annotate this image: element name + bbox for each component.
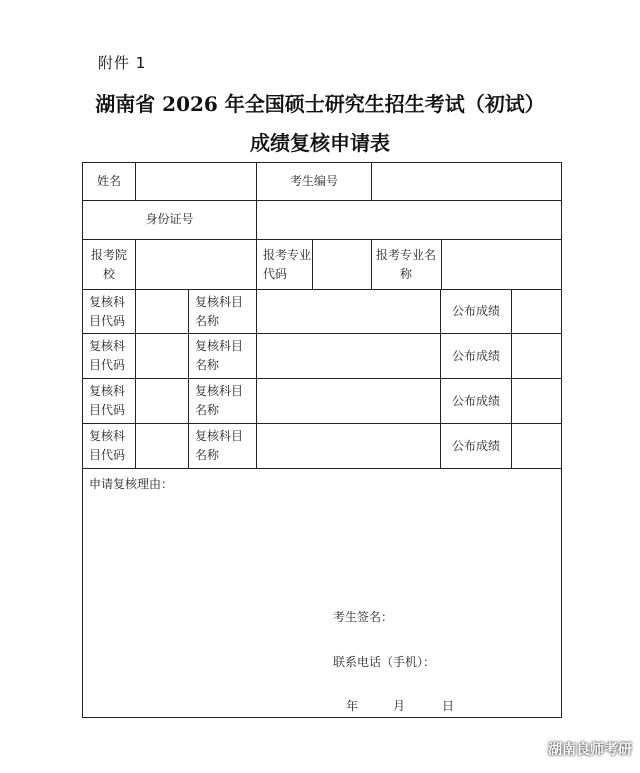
published-score-field[interactable] (512, 424, 561, 468)
subject-code-label: 复核科目代码 (89, 294, 126, 328)
signature-label: 考生签名： (333, 610, 394, 624)
subject-name-label: 复核科目名称 (195, 339, 244, 372)
major-name-field[interactable] (442, 240, 561, 289)
subject-name-label: 复核科目名称 (195, 294, 244, 328)
published-score-label: 公布成绩 (451, 304, 500, 318)
reason-field[interactable] (83, 493, 561, 603)
phone-label: 联系电话（手机）： (333, 655, 436, 669)
institution-field[interactable] (136, 240, 256, 289)
reason-label: 申请复核理由： (89, 477, 174, 491)
form-title: 湖南省 2026 年全国硕士研究生招生考试（初试） (95, 92, 545, 116)
published-score-label: 公布成绩 (451, 393, 500, 408)
date-month-label: 月 (393, 699, 406, 713)
subject-code-label: 复核科目代码 (89, 339, 126, 372)
published-score-label: 公布成绩 (451, 348, 500, 363)
name-field[interactable] (136, 163, 256, 200)
date-year-label: 年 (346, 699, 359, 713)
subject-code-field[interactable] (136, 290, 188, 333)
subject-code-label: 复核科目代码 (89, 384, 126, 417)
subject-code-field[interactable] (136, 424, 188, 468)
subject-name-field[interactable] (257, 424, 440, 468)
subject-name-field[interactable] (257, 379, 440, 423)
subject-code-field[interactable] (136, 379, 188, 423)
subject-code-label: 复核科目代码 (89, 429, 126, 462)
form-subtitle: 成绩复核申请表 (250, 131, 390, 155)
institution-label: 报考院校 (90, 247, 127, 281)
application-form (82, 162, 562, 718)
subject-name-label: 复核科目名称 (195, 429, 244, 462)
published-score-label: 公布成绩 (451, 438, 500, 453)
exam-no-field[interactable] (372, 163, 561, 200)
exam-no-label: 考生编号 (289, 174, 338, 188)
published-score-field[interactable] (512, 290, 561, 333)
published-score-field[interactable] (512, 379, 561, 423)
subject-name-field[interactable] (257, 334, 440, 378)
name-label: 姓名 (96, 174, 121, 188)
date-day-label: 日 (442, 699, 455, 713)
attachment-label: 附件 1 (98, 54, 147, 72)
watermark: 湖南良师考研 (548, 742, 632, 758)
subject-name-field[interactable] (257, 290, 440, 333)
subject-code-field[interactable] (136, 334, 188, 378)
published-score-field[interactable] (512, 334, 561, 378)
major-code-field[interactable] (313, 240, 371, 289)
subject-name-label: 复核科目名称 (195, 384, 244, 417)
major-code-label: 报考专业代码 (263, 247, 312, 281)
id-no-label: 身份证号 (145, 212, 194, 226)
id-no-field[interactable] (257, 201, 561, 239)
major-name-label: 报考专业名称 (375, 247, 436, 281)
